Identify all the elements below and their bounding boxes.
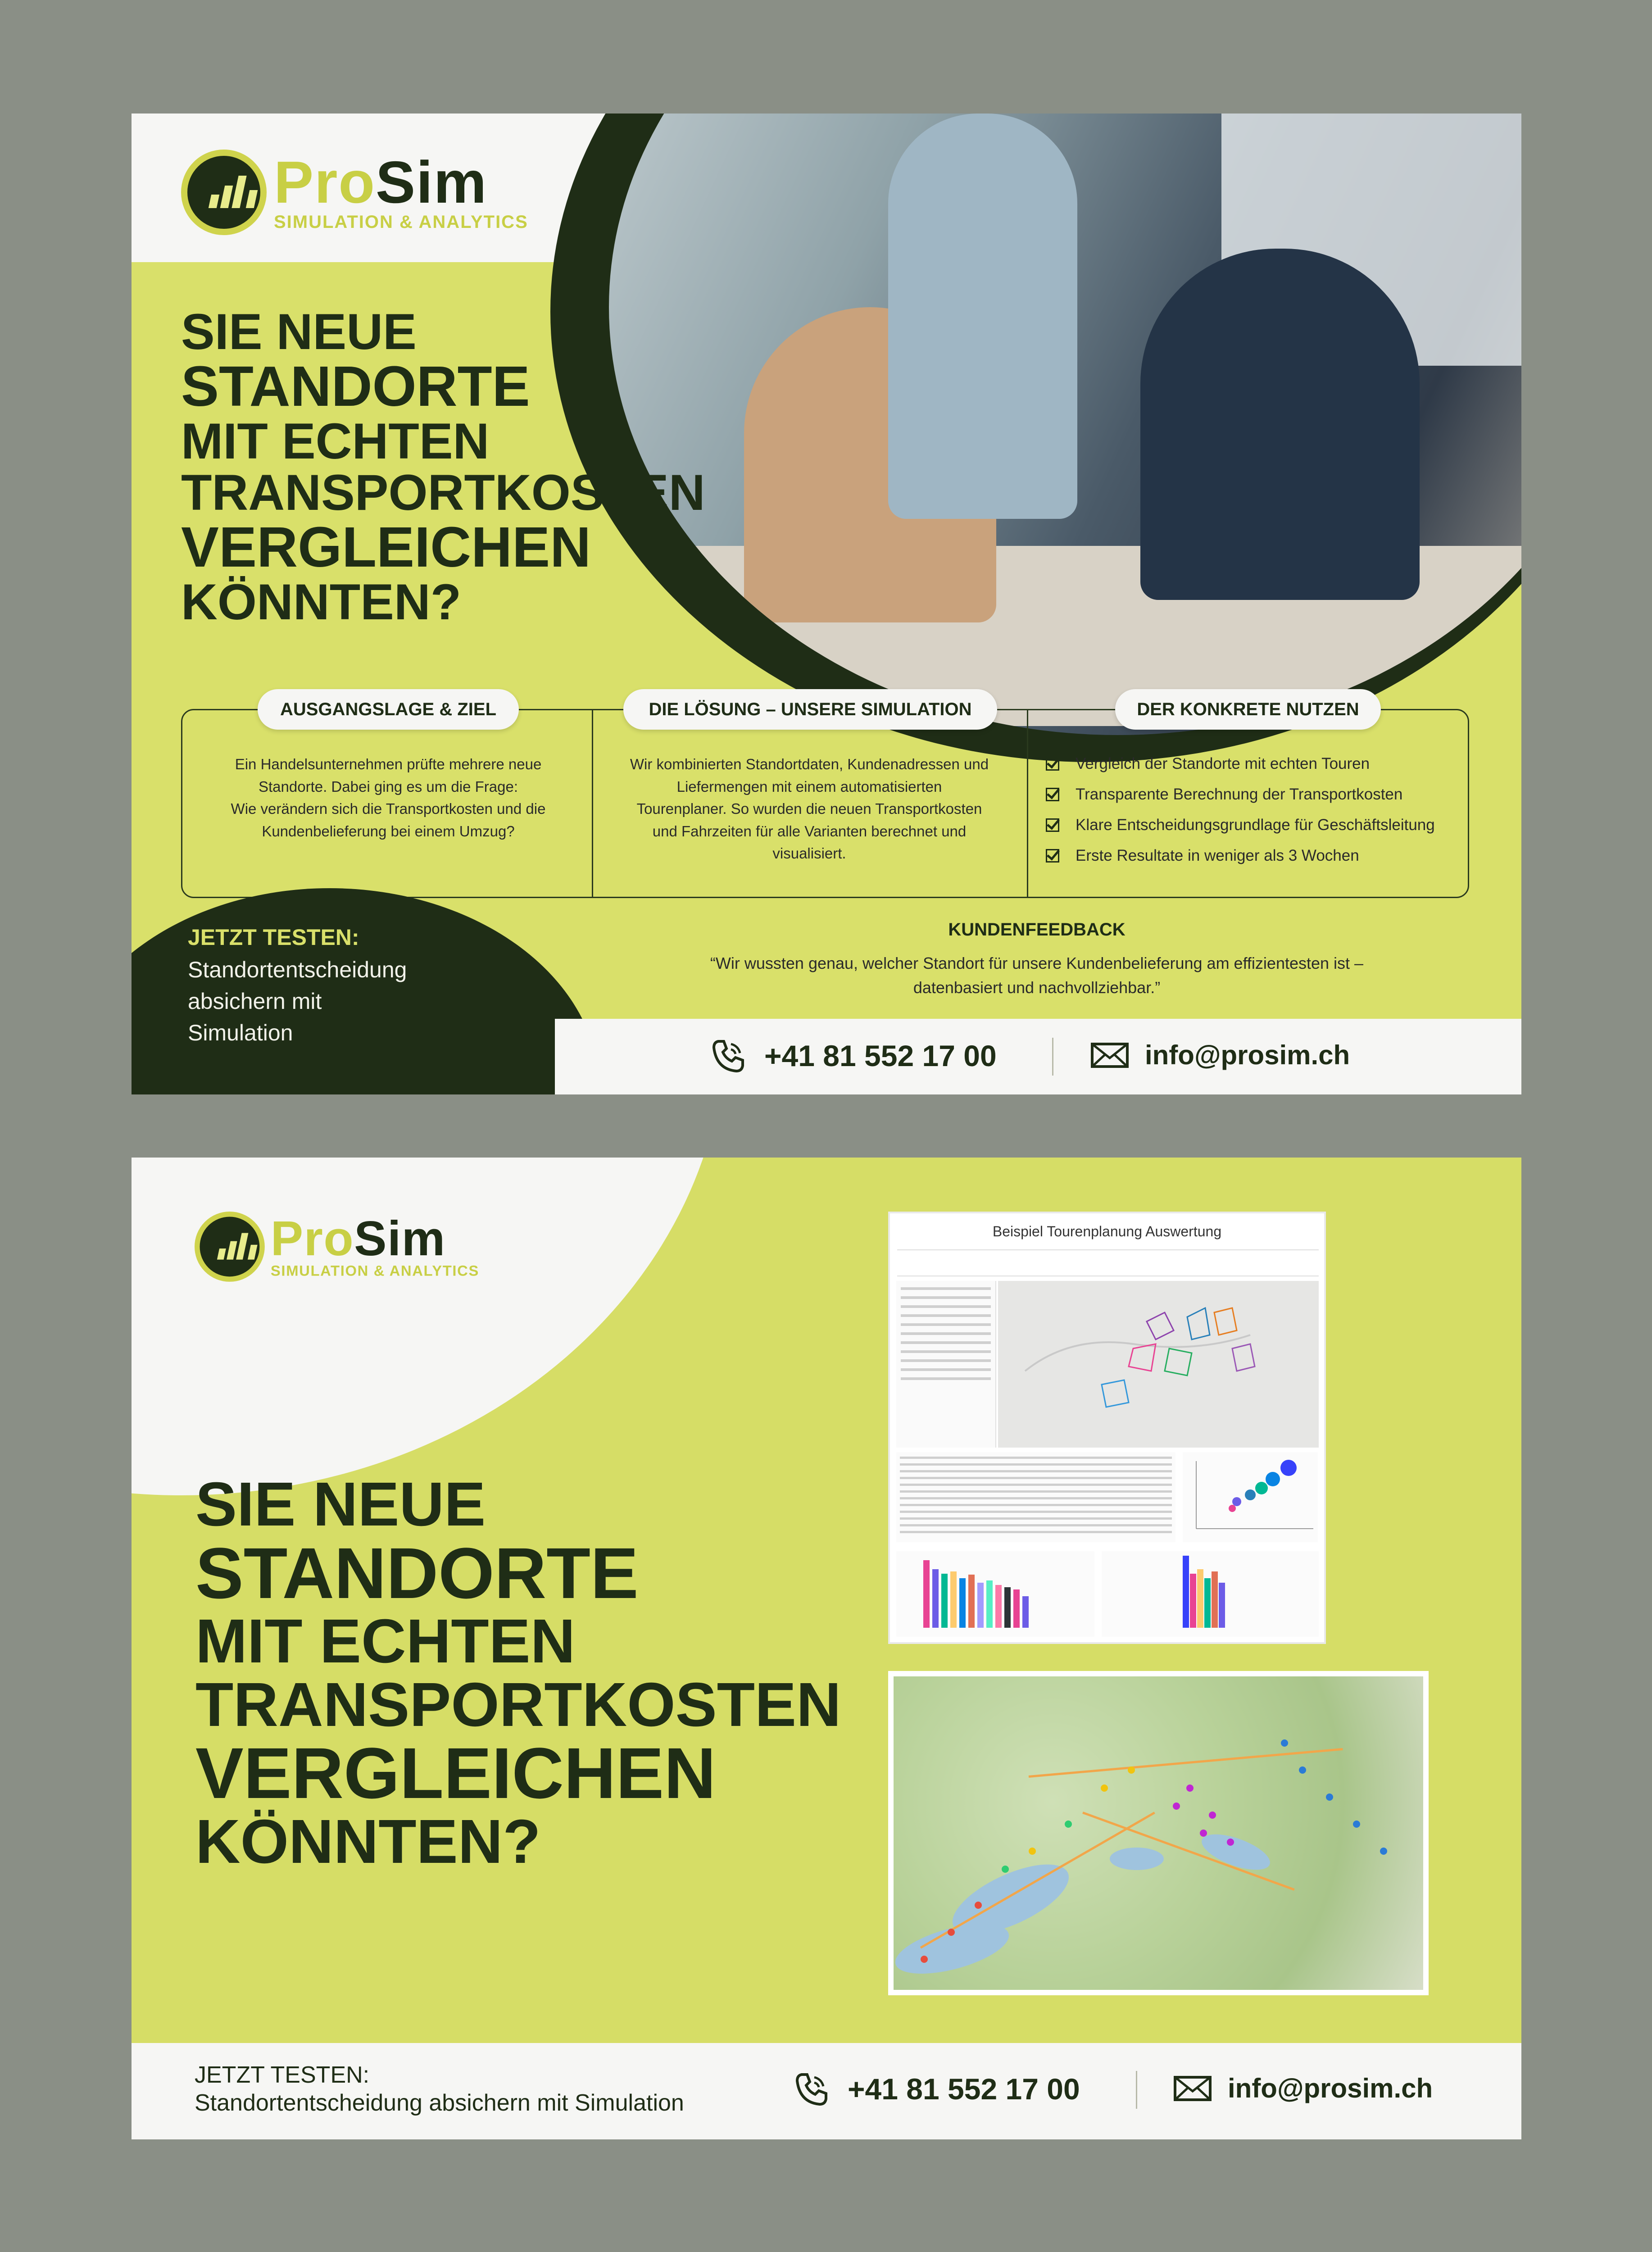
logo-band xyxy=(132,1158,726,1495)
prosim-logo[interactable] xyxy=(181,150,528,235)
divider xyxy=(1136,2071,1137,2109)
email-address: info@prosim.ch xyxy=(1228,2073,1433,2103)
logo-tagline: SIMULATION & ANALYTICS xyxy=(270,1262,480,1279)
headline: SIE NEUE STANDORTE MIT ECHTEN TRANSPORTKOSTEN VERGLEICHEN KÖNNTEN? xyxy=(195,1470,841,1876)
logo-wordmark: ProSim xyxy=(270,1211,446,1266)
map-screenshot xyxy=(888,1671,1429,1995)
mail-icon xyxy=(1174,2076,1212,2101)
email-link[interactable] xyxy=(1174,2073,1433,2104)
data-table xyxy=(896,1452,1175,1542)
phone-number: +41 81 552 17 00 xyxy=(764,1039,997,1072)
filter-panel xyxy=(896,1281,996,1448)
check-icon xyxy=(1046,757,1059,771)
phone-number: +41 81 552 17 00 xyxy=(848,2072,1080,2106)
logo-mark-icon xyxy=(195,1212,265,1282)
cta-text: Standortentscheidung absichern mit Simulation xyxy=(188,957,407,1045)
phone-icon xyxy=(794,2071,830,2107)
bar-chart xyxy=(896,1551,1094,1637)
team-photo xyxy=(609,114,1521,735)
mail-icon xyxy=(1091,1043,1129,1068)
check-icon xyxy=(1046,788,1059,801)
scatter-chart xyxy=(1183,1452,1318,1542)
dashboard-title: Beispiel Tourenplanung Auswertung xyxy=(992,1223,1222,1240)
logo-wordmark: ProSim xyxy=(274,149,488,215)
email-address: info@prosim.ch xyxy=(1145,1040,1350,1070)
divider xyxy=(592,709,593,898)
list-item: Transparente Berechnung der Transportkosten xyxy=(1046,779,1435,810)
divider xyxy=(1027,709,1028,898)
bar-chart xyxy=(1102,1551,1319,1637)
contact-bar xyxy=(555,1019,1521,1094)
logo-tagline: SIMULATION & ANALYTICS xyxy=(274,212,528,232)
delivery-map xyxy=(894,1676,1423,1990)
cta-block[interactable] xyxy=(195,2061,684,2117)
divider xyxy=(1052,1038,1053,1076)
section-title-loesung: DIE LÖSUNG – UNSERE SIMULATION xyxy=(623,689,997,730)
email-link[interactable] xyxy=(1091,1040,1350,1071)
benefit-list xyxy=(1046,749,1435,871)
section-title-nutzen: DER KONKRETE NUTZEN xyxy=(1115,689,1381,730)
check-icon xyxy=(1046,818,1059,832)
ausgangslage-text: Ein Handelsunternehmen prüfte mehrere neue Standorte. Dabei ging es um die Frage: Wie verändern sich die Transportkosten und die Kundenbelieferung bei einem Umzug? xyxy=(231,756,546,840)
loesung-text: Wir kombinierten Standortdaten, Kundenadressen und Liefermengen mit einem automatisierten Tourenplaner. So wurden die neuen Transportkosten und Fahrzeiten für alle Varianten berechnet und visualisiert. xyxy=(630,756,989,862)
flyer-front xyxy=(132,114,1521,1094)
flyer-back xyxy=(132,1158,1521,2139)
list-item: Vergleich der Standorte mit echten Touren xyxy=(1046,749,1435,779)
cta-text: Standortentscheidung absichern mit Simulation xyxy=(195,2090,684,2116)
headline: SIE NEUE STANDORTE MIT ECHTEN TRANSPORTKOSTEN VERGLEICHEN KÖNNTEN? xyxy=(181,304,705,630)
logo-mark-icon xyxy=(181,150,267,235)
feedback-quote: “Wir wussten genau, welcher Standort für unsere Kundenbelieferung am effizientesten ist – datenbasiert und nachvollziehbar.” xyxy=(710,954,1364,997)
kpi-row xyxy=(897,1249,1319,1276)
check-icon xyxy=(1046,849,1059,863)
phone-icon xyxy=(710,1038,746,1074)
cta-label: JETZT TESTEN: xyxy=(195,2062,370,2088)
cta-block[interactable] xyxy=(188,924,476,1049)
route-map xyxy=(998,1281,1319,1448)
feedback-title: KUNDENFEEDBACK xyxy=(948,920,1126,940)
cta-label: JETZT TESTEN: xyxy=(188,925,359,950)
list-item: Klare Entscheidungsgrundlage für Geschäftsleitung xyxy=(1046,810,1435,840)
list-item: Erste Resultate in weniger als 3 Wochen xyxy=(1046,840,1435,871)
phone-link[interactable] xyxy=(710,1038,997,1074)
prosim-logo[interactable] xyxy=(195,1212,479,1282)
section-title-ausgangslage: AUSGANGSLAGE & ZIEL xyxy=(258,689,519,730)
phone-link[interactable] xyxy=(794,2071,1080,2107)
dashboard-screenshot xyxy=(888,1212,1326,1644)
